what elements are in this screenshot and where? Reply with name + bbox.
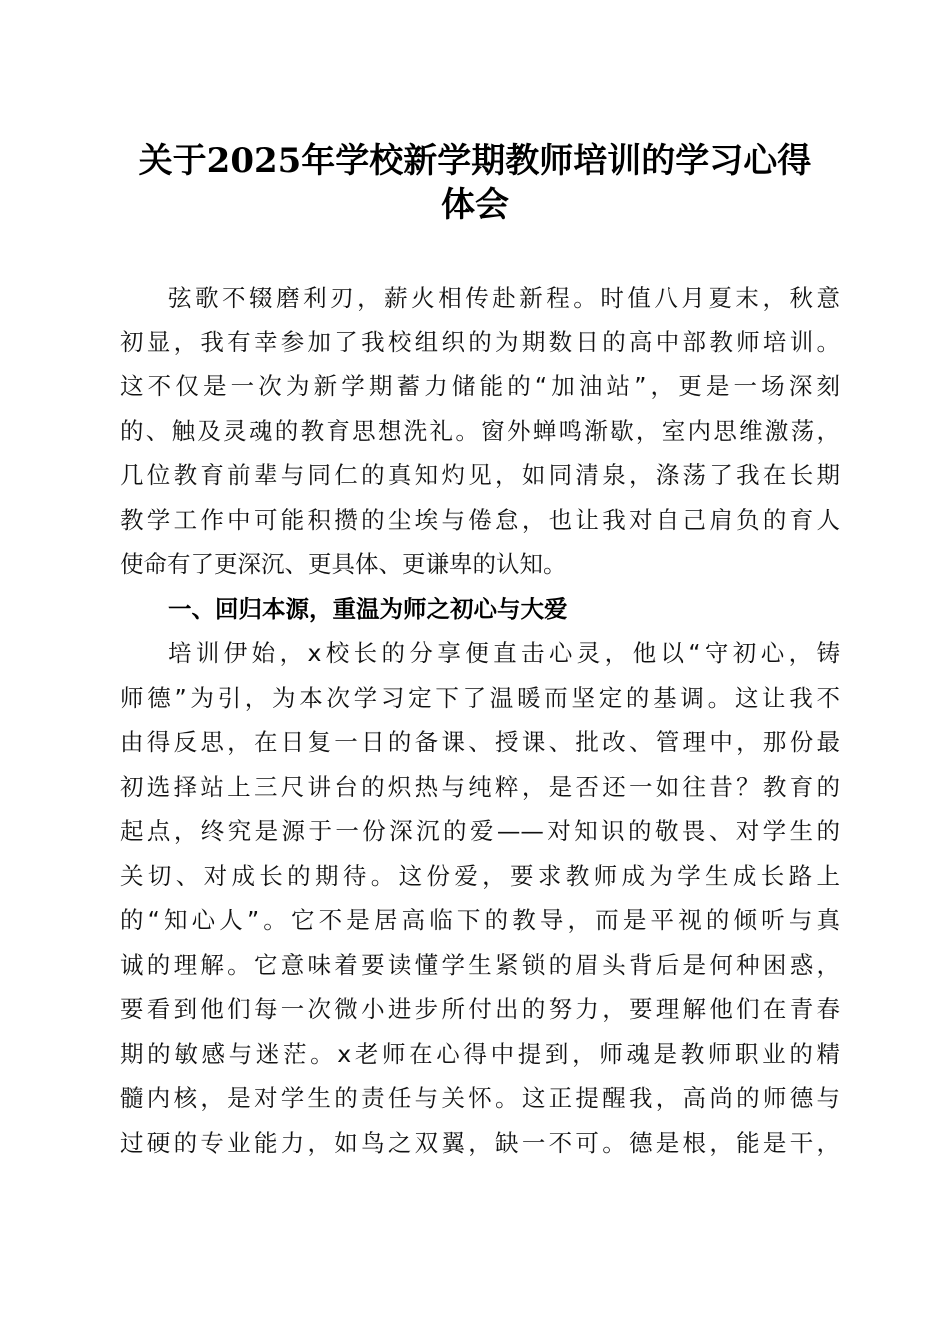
document-title-line-2: 体会 (441, 185, 509, 225)
paragraph-1-line-3: 这不仅是一次为新学期蓄力储能的“加油站”，更是一场深刻 (120, 372, 840, 400)
paragraph-1-line-4: 的、触及灵魂的教育思想洗礼。窗外蝉鸣渐歇，室内思维激荡， (120, 417, 840, 445)
paragraph-2-line-12: 过硬的专业能力，如鸟之双翼，缺一不可。德是根，能是干， (120, 1129, 840, 1157)
paragraph-1-line-2: 初显，我有幸参加了我校组织的为期数日的高中部教师培训。 (120, 328, 840, 356)
paragraph-2-line-11: 髓内核，是对学生的责任与关怀。这正提醒我，高尚的师德与 (120, 1084, 840, 1112)
paragraph-2-line-9: 要看到他们每一次微小进步所付出的努力，要理解他们在青春 (120, 995, 840, 1023)
paragraph-1-line-1: 弦歌不辍磨利刃，薪火相传赴新程。时值八月夏末，秋意 (168, 284, 840, 312)
paragraph-2-line-5: 起点，终究是源于一份深沉的爱——对知识的敬畏、对学生的 (120, 817, 840, 845)
paragraph-2-line-2: 师德”为引，为本次学习定下了温暖而坚定的基调。这让我不 (120, 684, 840, 712)
section-heading-1: 一、回归本源，重温为师之初心与大爱 (168, 595, 568, 623)
paragraph-1-line-5: 几位教育前辈与同仁的真知灼见，如同清泉，涤荡了我在长期 (120, 461, 840, 489)
paragraph-2-line-8: 诚的理解。它意味着要读懂学生紧锁的眉头背后是何种困惑， (120, 951, 840, 979)
paragraph-1-line-7: 使命有了更深沉、更具体、更谦卑的认知。 (120, 550, 567, 578)
paragraph-2-line-6: 关切、对成长的期待。这份爱，要求教师成为学生成长路上 (120, 862, 840, 890)
document-title-line-1: 关于2025年学校新学期教师培训的学习心得 (138, 141, 812, 181)
paragraph-2-line-4: 初选择站上三尺讲台的炽热与纯粹，是否还一如往昔？教育的 (120, 773, 840, 801)
paragraph-2-line-7: 的“知心人”。它不是居高临下的教导，而是平视的倾听与真 (120, 906, 840, 934)
paragraph-2-line-1: 培训伊始，x校长的分享便直击心灵，他以“守初心，铸 (168, 639, 840, 667)
paragraph-2-line-3: 由得反思，在日复一日的备课、授课、批改、管理中，那份最 (120, 728, 840, 756)
paragraph-2-line-10: 期的敏感与迷茫。x老师在心得中提到，师魂是教师职业的精 (120, 1040, 840, 1068)
paragraph-1-line-6: 教学工作中可能积攒的尘埃与倦怠，也让我对自己肩负的育人 (120, 506, 840, 534)
